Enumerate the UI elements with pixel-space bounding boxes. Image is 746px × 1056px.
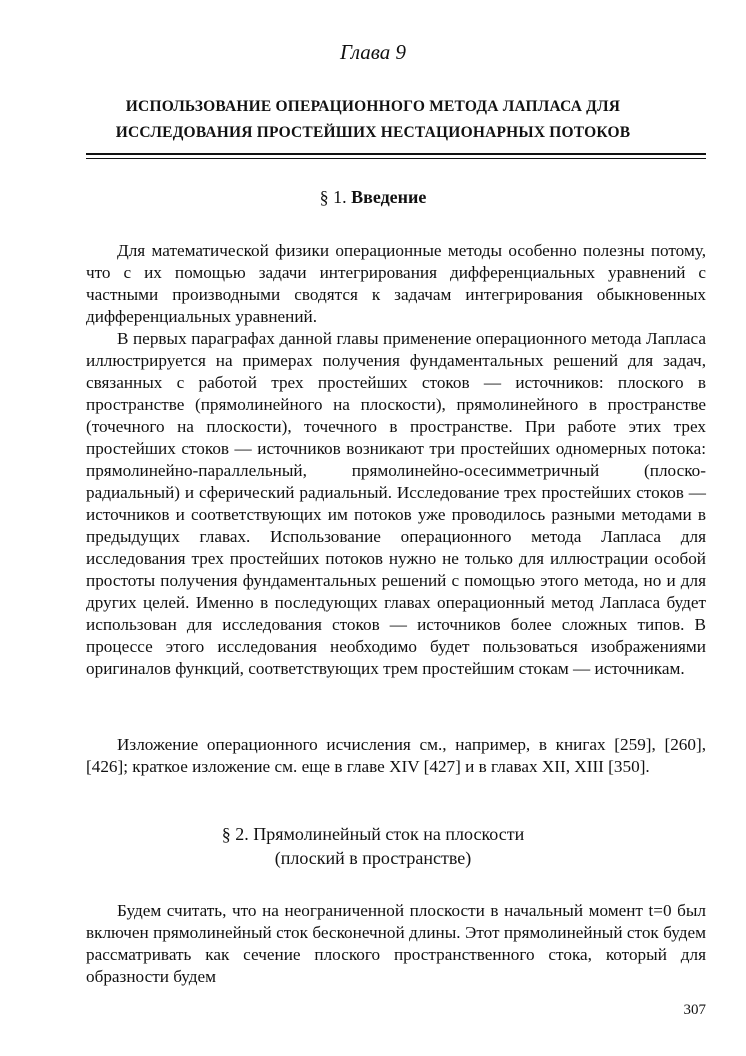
paragraph-main: В первых параграфах данной главы применение операционного метода Лапласа иллюстрируется на примерах получения фундаментальных решений для задач, связанных с работой трех простейших стоков — источников: плоского в пространстве (прямолинейного на плоскости), прямолинейного в пространстве (точечного на плоскости), точечного в пространстве. При работе этих трех простейших стоков — источников возникают три простейших одномерных потока: прямолинейно-параллельный, прямолинейно-осесимметричный (плоско-радиальный) и сферический радиальный. Исследование трех простейших стоков — источников и соответствующих им потоков уже проводилось разными методами в предыдущих главах. Использование операционного метода Лапласа для исследования трех простейших потоков нужно не только для иллюстрации особой простоты получения фундаментальных решений с помощью этого метода, но и для других целей. Именно в последующих главах операционный метод Лапласа будет использован для исследования стоков — источников более сложных типов. В процессе этого исследования необходимо будет пользоваться изображениями оригиналов функций, соответствующих трем простейшим стокам — источникам. xyxy=(86,329,706,678)
section-2-title-line-1: § 2. Прямолинейный сток на плоскости xyxy=(221,824,525,844)
section-1-heading xyxy=(0,187,746,208)
title-rule-thin xyxy=(86,158,706,159)
section-2-title-line-2: (плоский в пространстве) xyxy=(274,848,472,868)
section-1-title: Введение xyxy=(351,187,427,207)
section-1-number: § 1. xyxy=(319,187,347,207)
chapter-label: Глава 9 xyxy=(340,40,406,64)
section-2-heading xyxy=(0,822,746,870)
chapter-title-line-2: ИССЛЕДОВАНИЯ ПРОСТЕЙШИХ НЕСТАЦИОНАРНЫХ ПОТОКОВ xyxy=(115,124,631,141)
page-number: 307 xyxy=(683,1002,706,1018)
paragraph-references: Изложение операционного исчисления см., например, в книгах [259], [260], [426]; краткое изложение см. еще в главе XIV [427] и в главах XII, XIII [350]. xyxy=(86,735,706,776)
paragraph-section-2: Будем считать, что на неограниченной плоскости в начальный момент t=0 был включен прямолинейный сток бесконечной длины. Этот прямолинейный сток будем рассматривать как сечение плоского пространственного стока, который для образности будем xyxy=(86,901,706,986)
paragraph-intro: Для математической физики операционные методы особенно полезны потому, что с их помощью задачи интегрирования дифференциальных уравнений с частными производными сводятся к задачам интегрирования обыкновенных дифференциальных уравнений. xyxy=(86,241,706,326)
chapter-title-line-1: ИСПОЛЬЗОВАНИЕ ОПЕРАЦИОННОГО МЕТОДА ЛАПЛАСА ДЛЯ xyxy=(125,98,621,115)
title-rule-thick xyxy=(86,153,706,155)
